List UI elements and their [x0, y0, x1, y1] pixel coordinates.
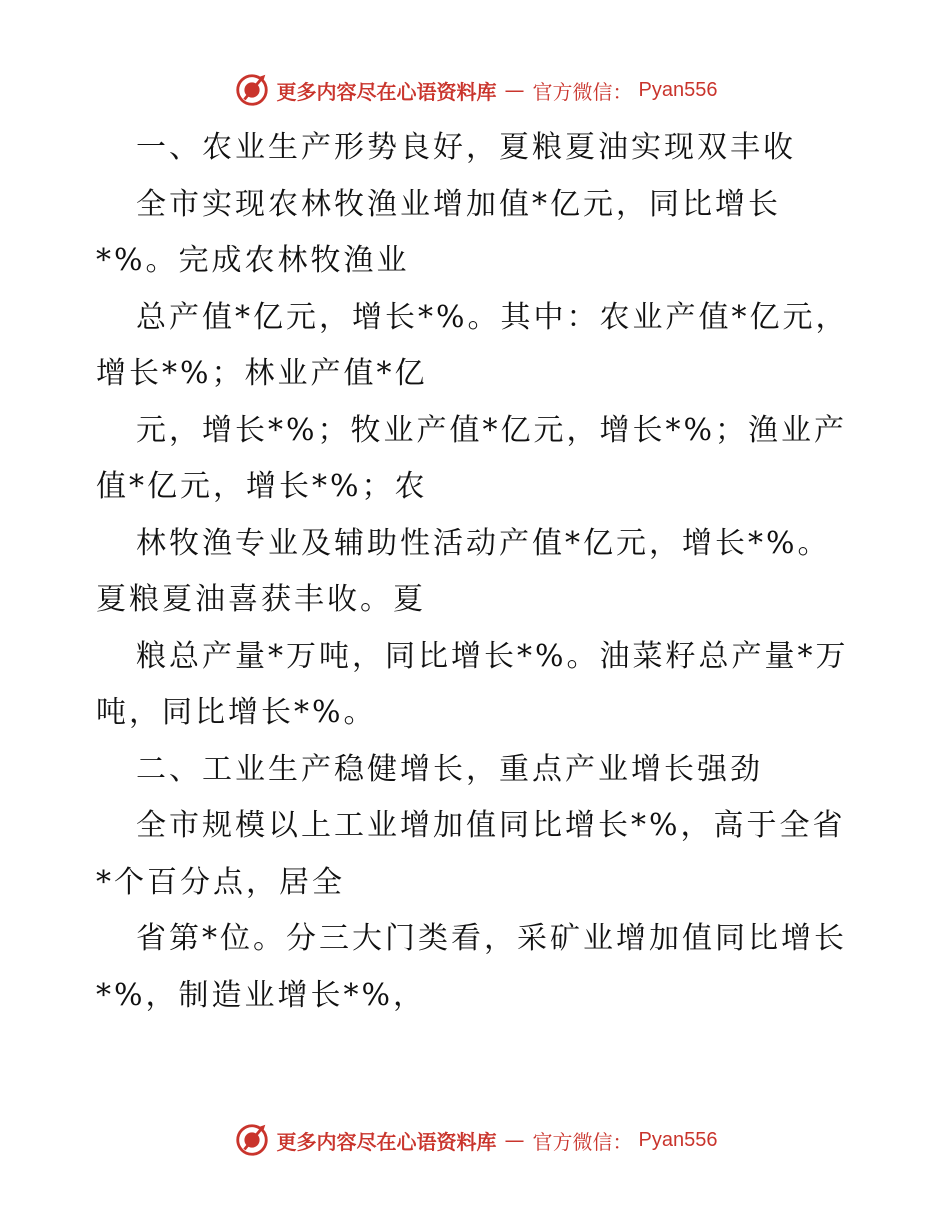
paragraph: 林牧渔专业及辅助性活动产值*亿元，增长*%。夏粮夏油喜获丰收。夏 — [96, 525, 831, 617]
paragraph: 全市实现农林牧渔业增加值*亿元，同比增长*%。完成农林牧渔业 — [96, 186, 781, 278]
banner-wechat-id: Pyan556 — [638, 1128, 718, 1151]
document-body — [96, 120, 856, 1024]
paragraph: 二、工业生产稳健增长，重点产业增长强劲 — [136, 751, 763, 787]
brand-logo-icon — [233, 71, 271, 109]
paragraph: 总产值*亿元，增长*%。其中：农业产值*亿元，增长*%；林业产值*亿 — [96, 299, 849, 391]
banner-main-text: 更多内容尽在心语资料库 — [276, 79, 497, 104]
banner-wechat-id: Pyan556 — [638, 78, 718, 101]
brand-logo-icon — [233, 1121, 271, 1159]
banner-main-text: 更多内容尽在心语资料库 — [276, 1129, 497, 1154]
banner-dash: — — [504, 78, 525, 102]
banner-wechat-label: 官方微信： — [532, 1129, 633, 1154]
footer-banner — [0, 1120, 950, 1160]
paragraph: 元，增长*%；牧业产值*亿元，增长*%；渔业产值*亿元，增长*%；农 — [96, 412, 848, 504]
paragraph: 全市规模以上工业增加值同比增长*%，高于全省*个百分点，居全 — [96, 808, 846, 900]
paragraph: 粮总产量*万吨，同比增长*%。油菜籽总产量*万吨，同比增长*%。 — [96, 638, 849, 730]
header-banner — [0, 70, 950, 110]
paragraph: 省第*位。分三大门类看，采矿业增加值同比增长*%，制造业增长*%， — [96, 921, 847, 1013]
banner-wechat-label: 官方微信： — [532, 79, 633, 104]
banner-dash: — — [504, 1128, 525, 1152]
paragraph: 一、农业生产形势良好，夏粮夏油实现双丰收 — [136, 130, 796, 165]
